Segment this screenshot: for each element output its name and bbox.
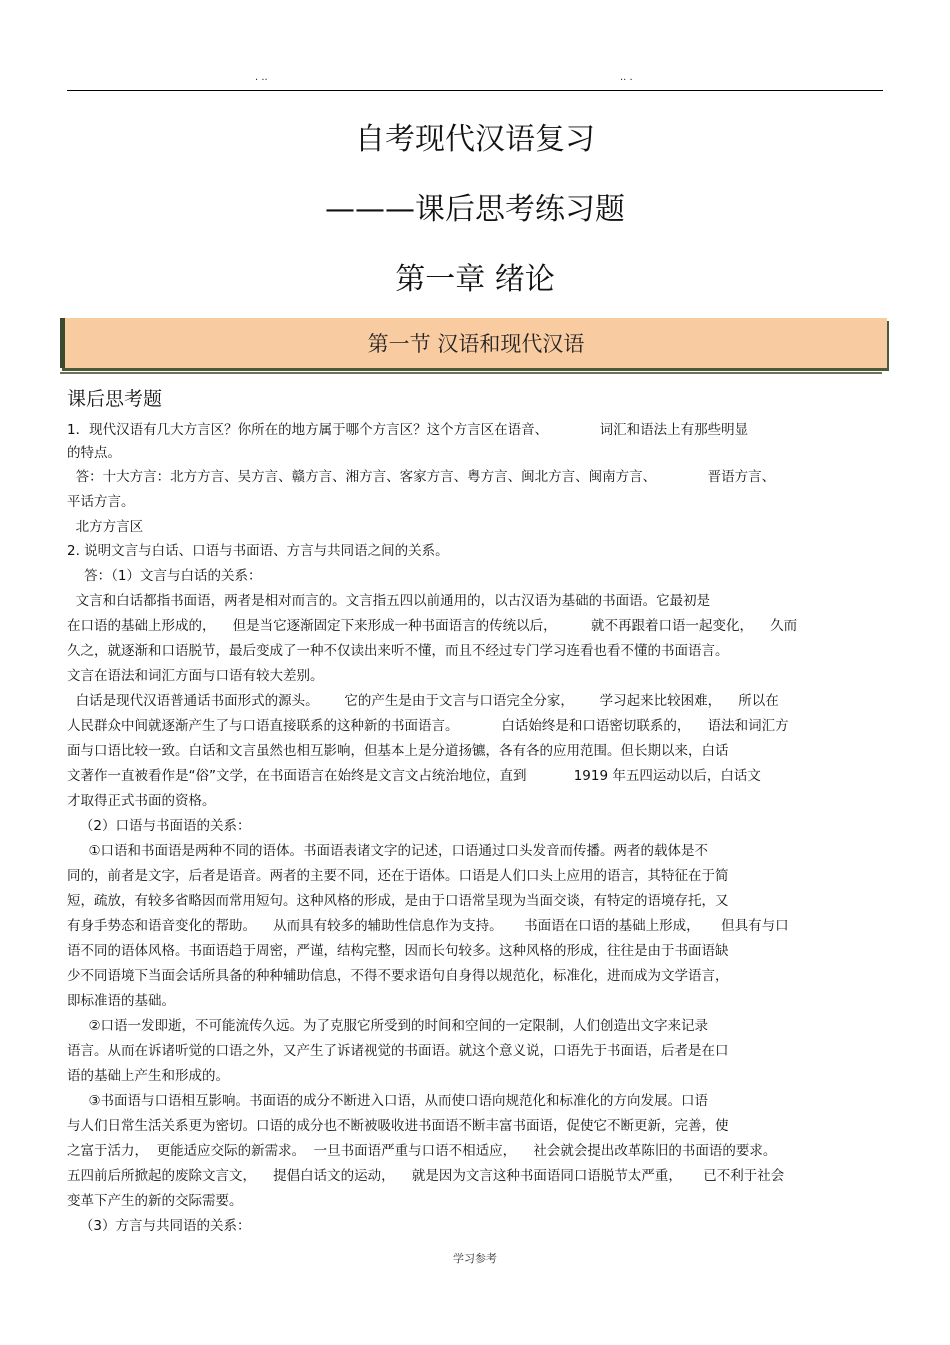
text-line: 同的，前者是文字，后者是语音。两者的主要不同，还在于语体。口语是人们口头上应用的语言，其特征在于简 [67, 868, 729, 884]
text-line: 有身手势态和语音变化的帮助。 从而具有较多的辅助性信息作为支持。 书面语在口语的基础上形成， 但具有与口 [67, 918, 789, 934]
section-underline [60, 372, 882, 374]
text-line: 久之，就逐渐和口语脱节，最后变成了一种不仅读出来听不懂，而且不经过专门学习连看也看不懂的书面语言。 [67, 643, 729, 659]
header-dots-right: .. . [620, 72, 633, 83]
text-line: （3）方言与共同语的关系： [67, 1218, 251, 1234]
text-line: ③书面语与口语相互影响。书面语的成分不断进入口语，从而使口语向规范化和标准化的方向发展。口语 [67, 1093, 709, 1109]
text-line: 白话是现代汉语普通话书面形式的源头。 它的产生是由于文言与口语完全分家， 学习起来比较困难， 所以在 [67, 693, 779, 709]
text-line: 文言和白话都指书面语，两者是相对而言的。文言指五四以前通用的，以古汉语为基础的书面语。它最初是 [67, 593, 711, 609]
text-line: 语不同的语体风格。书面语趋于周密，严谨，结构完整，因而长句较多。这种风格的形成，往往是由于书面语缺 [67, 943, 729, 959]
text-line: 面与口语比较一致。白话和文言虽然也相互影响，但基本上是分道扬镳，各有各的应用范围。但长期以来，白话 [67, 743, 729, 759]
text-line: 平话方言。 [67, 494, 135, 510]
text-line: 语的基础上产生和形成的。 [67, 1068, 229, 1084]
text-line: （2）口语与书面语的关系： [67, 818, 251, 834]
text-line: 与人们日常生活关系更为密切。口语的成分也不断被吸收进书面语不断丰富书面语，促使它不断更新，完善，使 [67, 1118, 729, 1134]
text-line: 才取得正式书面的资格。 [67, 793, 216, 809]
text-line: 变革下产生的新的交际需要。 [67, 1193, 243, 1209]
text-line: 语言。从而在诉诸听觉的口语之外，又产生了诉诸视觉的书面语。就这个意义说，口语先于书面语，后者是在口 [67, 1043, 729, 1059]
text-line: 答：十大方言：北方方言、吴方言、赣方言、湘方言、客家方言、粤方言、闽北方言、闽南方言、 晋语方言、 [67, 469, 776, 485]
text-line: 的特点。 [67, 445, 121, 461]
text-line: 北方方言区 [67, 519, 144, 535]
section-title: 第一节 汉语和现代汉语 [367, 332, 585, 356]
doc-subtitle: ———课后思考练习题 [325, 192, 625, 227]
page-footer: 学习参考 [453, 1252, 497, 1265]
text-line: 短，疏放，有较多省略因而常用短句。这种风格的形成，是由于口语常呈现为当面交谈，有特定的语境存托，又 [67, 893, 729, 909]
doc-title: 自考现代汉语复习 [355, 122, 595, 157]
text-line: 文著作一直被看作是“俗”文学，在书面语言在始终是文言文占统治地位，直到 1919 年五四运动以后，白话文 [67, 768, 761, 784]
text-line: 文言在语法和词汇方面与口语有较大差别。 [67, 668, 324, 684]
text-line: 即标准语的基础。 [67, 993, 175, 1009]
header-rule [67, 90, 883, 91]
text-line: 1．现代汉语有几大方言区？你所在的地方属于哪个方言区？这个方言区在语音、 词汇和语法上有那些明显 [67, 422, 749, 438]
text-line: 之富于活力， 更能适应交际的新需求。 一旦书面语严重与口语不相适应， 社会就会提出改革陈旧的书面语的要求。 [67, 1143, 777, 1159]
chapter-title: 第一章 绪论 [395, 262, 555, 297]
text-line: ①口语和书面语是两种不同的语体。书面语表诸文字的记述，口语通过口头发音而传播。两者的载体是不 [67, 843, 709, 859]
text-line: 在口语的基础上形成的， 但是当它逐渐固定下来形成一种书面语言的传统以后， 就不再跟着口语一起变化， 久而 [67, 618, 798, 634]
text-line: 人民群众中间就逐渐产生了与口语直接联系的这种新的书面语言。 白话始终是和口语密切联系的， 语法和词汇方 [67, 718, 789, 734]
exercise-heading: 课后思考题 [67, 388, 163, 410]
text-line: 少不同语境下当面会话所具备的种种辅助信息，不得不要求语句自身得以规范化，标准化，进而成为文学语言， [67, 968, 729, 984]
text-line: 五四前后所掀起的废除文言文， 提倡白话文的运动， 就是因为文言这种书面语同口语脱节太严重， 已不利于社会 [67, 1168, 785, 1184]
text-line: ②口语一发即逝，不可能流传久远。为了克服它所受到的时间和空间的一定限制，人们创造出文字来记录 [67, 1018, 709, 1034]
header-dots-left: . .. [255, 72, 268, 83]
text-line: 答：（1）文言与白话的关系： [67, 568, 262, 584]
section-banner [60, 318, 887, 368]
text-line: 2. 说明文言与白话、口语与书面语、方言与共同语之间的关系。 [67, 543, 449, 559]
